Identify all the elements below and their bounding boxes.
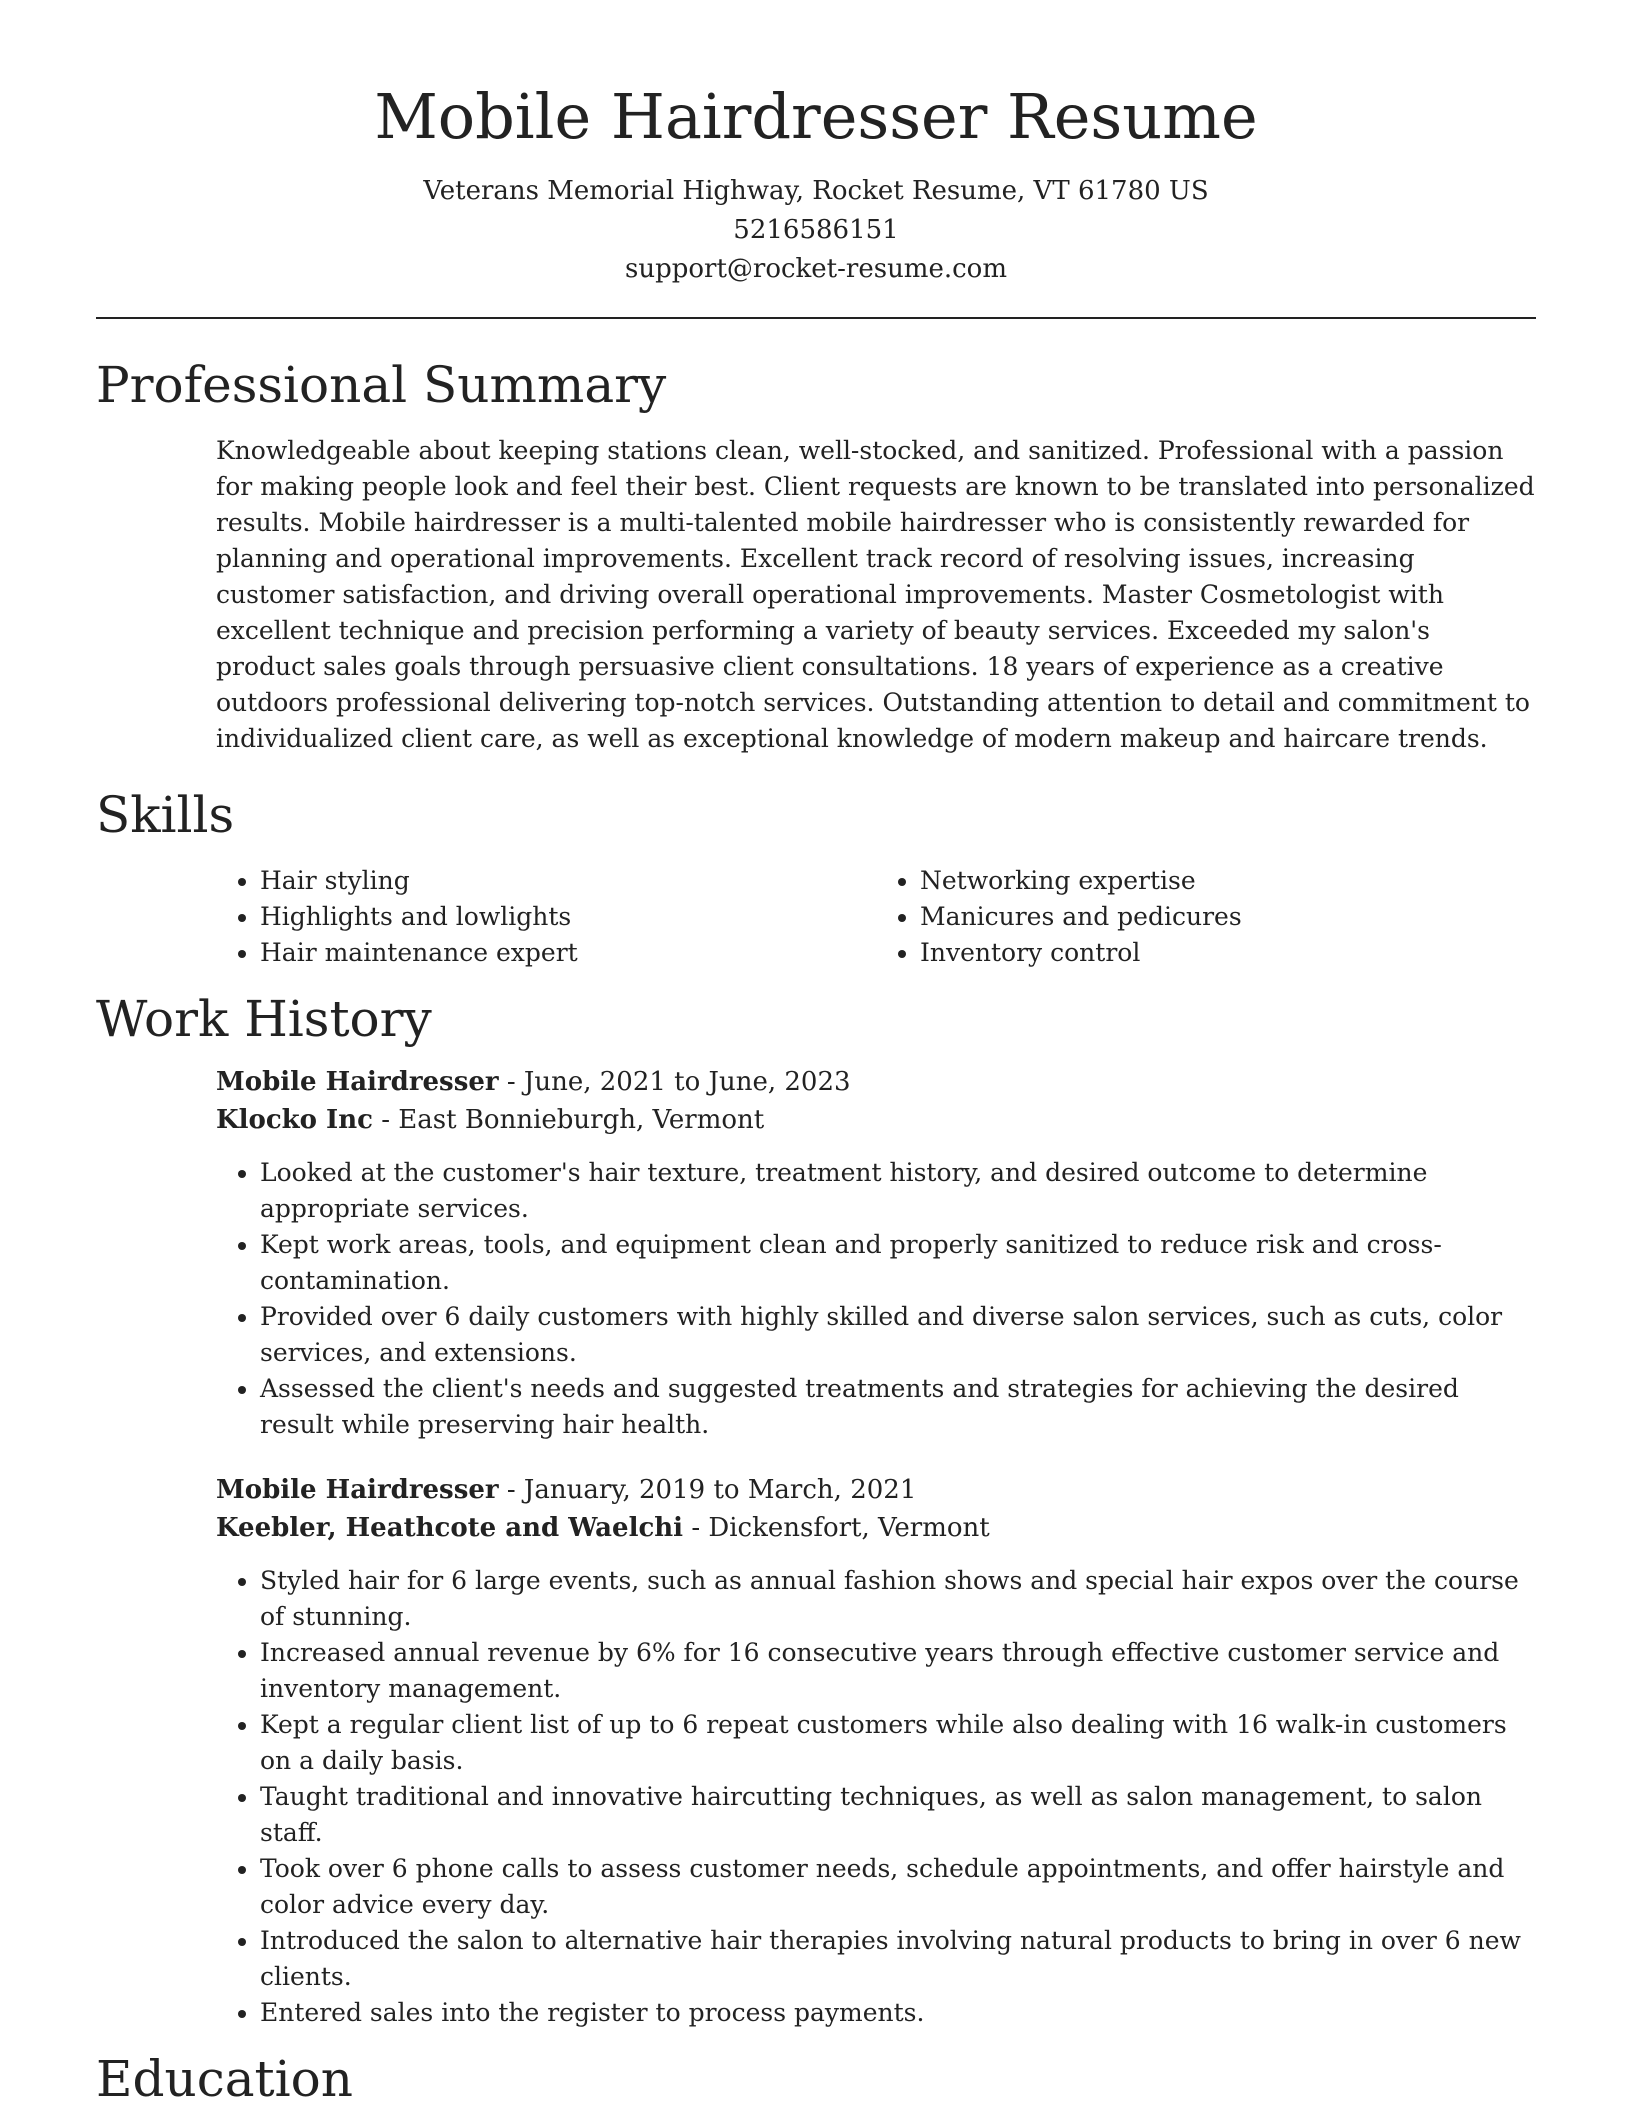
- summary-text: Knowledgeable about keeping stations clean, well-stocked, and sanitized. Professional with a passion for making people look and feel their best. Client requests are known to be translated into personalized results. Mobile hairdresser is a multi-talented mobile hairdresser who is consistently rewarded for planning and operational improvements. Excellent track record of resolving issues, increasing customer satisfaction, and driving overall operational improvements. Master Cosmetologist with excellent technique and precision performing a variety of beauty services. Exceeded my salon's product sales goals through persuasive client consultations. 18 years of experience as a creative outdoors professional delivering top-notch services. Outstanding attention to detail and commitment to individualized client care, as well as exceptional knowledge of modern makeup and haircare trends.: [216, 436, 1535, 754]
- job-company: Klocko Inc: [216, 1105, 373, 1136]
- job-location: East Bonnieburgh, Vermont: [398, 1105, 765, 1136]
- summary-section: [96, 355, 1536, 757]
- separator: -: [506, 1067, 524, 1098]
- separator: -: [506, 1475, 524, 1506]
- job-title: Mobile Hairdresser: [216, 1067, 499, 1098]
- skill-item: • Inventory control: [920, 935, 1536, 971]
- job-bullet: • Kept a regular client list of up to 6 repeat customers while also dealing with 16 walk-in customers on a daily basis.: [260, 1707, 1536, 1779]
- address: Veterans Memorial Highway, Rocket Resume, VT 61780 US: [423, 176, 1209, 207]
- resume-page: [96, 80, 1536, 2109]
- skills-grid: [216, 863, 1536, 971]
- job-company-line: [216, 1101, 1536, 1139]
- job-bullet-list: [216, 1563, 1536, 2031]
- skill-item: • Highlights and lowlights: [260, 899, 876, 935]
- separator: -: [691, 1513, 709, 1544]
- job-company: Keebler, Heathcote and Waelchi: [216, 1513, 684, 1544]
- skill-item: • Hair maintenance expert: [260, 935, 876, 971]
- job-company-line: [216, 1509, 1536, 1547]
- skills-section: [96, 785, 1536, 971]
- skill-item: • Manicures and pedicures: [920, 899, 1536, 935]
- job-dates: June, 2021 to June, 2023: [523, 1067, 851, 1098]
- job-bullet: • Taught traditional and innovative haircutting techniques, as well as salon management, to salon staff.: [260, 1779, 1536, 1851]
- job-bullet: • Styled hair for 6 large events, such as annual fashion shows and special hair expos over the course of stunning.: [260, 1563, 1536, 1635]
- skills-right-list: [876, 863, 1536, 971]
- skills-heading: Skills: [96, 786, 235, 845]
- contact-block: [96, 172, 1536, 289]
- skill-item: • Networking expertise: [920, 863, 1536, 899]
- job-title: Mobile Hairdresser: [216, 1475, 499, 1506]
- work-history-heading: Work History: [96, 990, 432, 1049]
- job-bullet: • Assessed the client's needs and suggested treatments and strategies for achieving the desired result while preserving hair health.: [260, 1371, 1536, 1443]
- job-title-line: [216, 1063, 1536, 1101]
- job-location: Dickensfort, Vermont: [708, 1513, 990, 1544]
- job-entry: [216, 1063, 1536, 1443]
- education-section: [96, 2049, 1536, 2109]
- phone: 5216586151: [733, 215, 899, 246]
- job-bullet-list: [216, 1155, 1536, 1443]
- separator: -: [381, 1105, 399, 1136]
- summary-heading: Professional Summary: [96, 356, 667, 415]
- job-dates: January, 2019 to March, 2021: [523, 1475, 917, 1506]
- header-divider: [96, 317, 1536, 319]
- job-bullet: • Provided over 6 daily customers with highly skilled and diverse salon services, such as cuts, color services, and extensions.: [260, 1299, 1536, 1371]
- skill-item: • Hair styling: [260, 863, 876, 899]
- job-title-line: [216, 1471, 1536, 1509]
- education-heading: Education: [96, 2050, 353, 2109]
- job-bullet: • Took over 6 phone calls to assess customer needs, schedule appointments, and offer hairstyle and color advice every day.: [260, 1851, 1536, 1923]
- skills-left-list: [216, 863, 876, 971]
- job-bullet: • Kept work areas, tools, and equipment clean and properly sanitized to reduce risk and cross-contamination.: [260, 1227, 1536, 1299]
- job-entry: [216, 1471, 1536, 2031]
- email: support@rocket-resume.com: [624, 254, 1007, 285]
- job-bullet: • Increased annual revenue by 6% for 16 consecutive years through effective customer service and inventory management.: [260, 1635, 1536, 1707]
- work-history-section: [96, 989, 1536, 2031]
- job-bullet: • Looked at the customer's hair texture, treatment history, and desired outcome to determine appropriate services.: [260, 1155, 1536, 1227]
- resume-title: Mobile Hairdresser Resume: [374, 80, 1258, 153]
- job-bullet: • Entered sales into the register to process payments.: [260, 1995, 1536, 2031]
- job-bullet: • Introduced the salon to alternative hair therapies involving natural products to bring in over 6 new clients.: [260, 1923, 1536, 1995]
